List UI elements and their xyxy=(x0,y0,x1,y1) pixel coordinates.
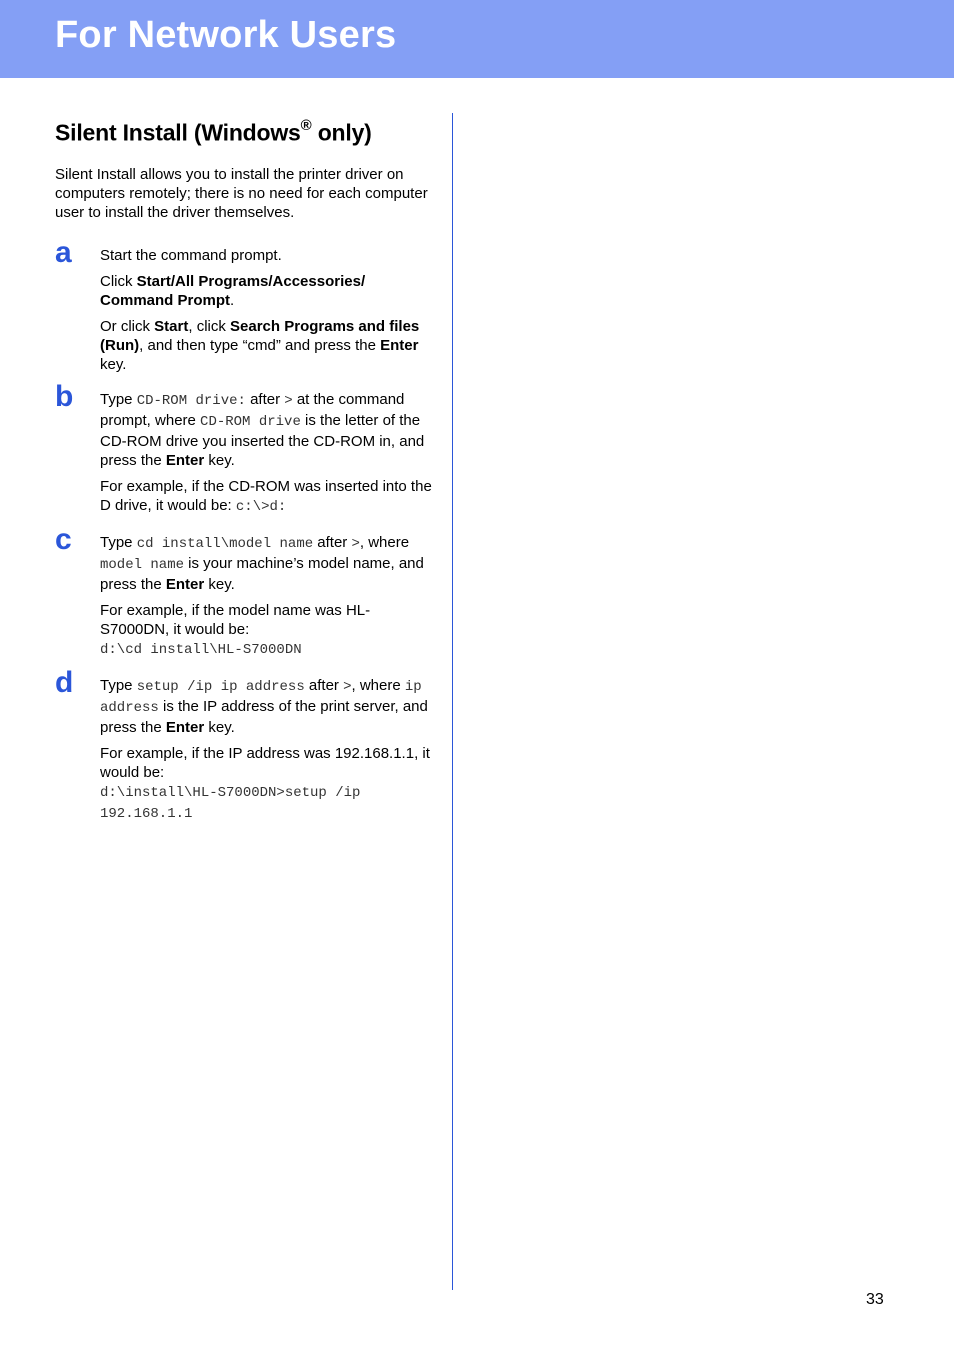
section-title-text: Silent Install (Windows xyxy=(55,119,301,146)
step-b-text-1: Type CD-ROM drive: after > at the command prompt, where CD-ROM drive is the letter of the CD-ROM drive you inserted the CD-ROM in, and press the Enter key. xyxy=(100,390,425,469)
step-d-text-2: For example, if the IP address was 192.168.1.1, it would be: d:\install\HL-S7000DN>setup /ip 192.168.1.1 xyxy=(100,744,430,822)
left-column xyxy=(55,110,435,824)
step-a xyxy=(55,235,435,374)
step-a-text-3: Or click Start, click Search Programs and files (Run), and then type “cmd” and press the Enter key. xyxy=(100,317,420,373)
step-b xyxy=(55,379,435,517)
step-letter-b: b xyxy=(55,379,74,413)
step-c-text-1: Type cd install\model name after >, where model name is your machine’s model name, and press the Enter key. xyxy=(100,533,424,593)
page-title: For Network Users xyxy=(55,14,397,56)
page-number: 33 xyxy=(866,1291,884,1308)
step-c xyxy=(55,522,435,660)
registered-mark: ® xyxy=(300,117,312,134)
step-d-text-1: Type setup /ip ip address after >, where ip address is the IP address of the print server, and press the Enter key. xyxy=(100,676,428,736)
step-letter-c: c xyxy=(55,522,72,556)
step-letter-a: a xyxy=(55,235,72,269)
step-a-text-1: Start the command prompt. xyxy=(100,246,282,264)
intro-paragraph: Silent Install allows you to install the printer driver on computers remotely; there is no need for each computer user to install the driver themselves. xyxy=(55,165,428,221)
section-title-suffix: only) xyxy=(311,119,372,146)
step-a-text-2: Click Start/All Programs/Accessories/ Command Prompt. xyxy=(100,272,366,309)
header-banner xyxy=(0,0,954,78)
section-title xyxy=(55,110,435,151)
step-b-text-2: For example, if the CD-ROM was inserted into the D drive, it would be: c:\>d: xyxy=(100,477,432,515)
step-c-text-2: For example, if the model name was HL-S7000DN, it would be: d:\cd install\HL-S7000DN xyxy=(100,601,371,658)
column-divider xyxy=(452,113,453,1290)
step-d xyxy=(55,665,435,824)
step-letter-d: d xyxy=(55,665,74,699)
